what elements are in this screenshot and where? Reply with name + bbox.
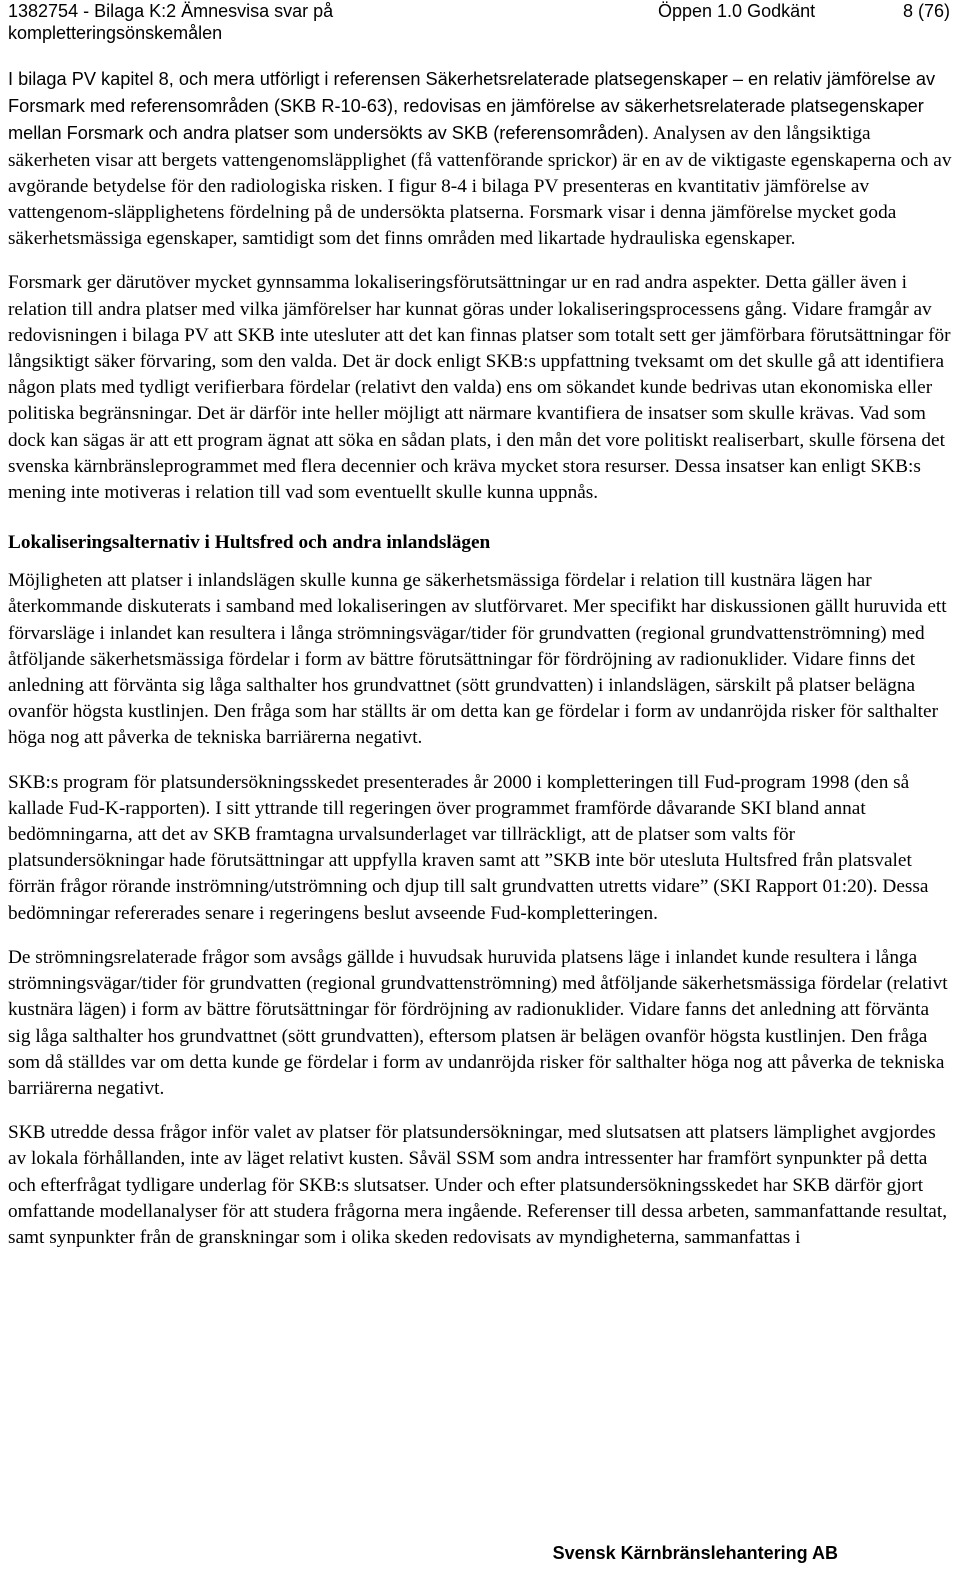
document-body bbox=[8, 66, 952, 1269]
paragraph-4: SKB:s program för platsundersökningsskedet presenterades år 2000 i kompletteringen till Fud-program 1998 (den så kallade Fud-K-rapporten). I sitt yttrande till regeringen över programmet framförde dåvarande SKI bland annat bedömningarna, att det av SKB framtagna urvalsunderlaget var tillräckligt, att de platser som valts för platsundersökningar hade förutsättningar att uppfylla kraven samt att ”SKB inte bör utesluta Hultsfred från platsvalet förrän frågor rörande inströmning/utströmning och djup till salt grundvatten utretts vidare” (SKI Rapport 01:20). Dessa bedömningar refererades senare i regeringens beslut avseende Fud-kompletteringen. bbox=[8, 771, 929, 924]
document-id: 1382754 - Bilaga K:2 Ämnesvisa svar på kompletteringsönskemålen bbox=[8, 1, 334, 43]
paragraph-5: De strömningsrelaterade frågor som avsågs gällde i huvudsak huruvida platsens läge i inlandet kunde resultera i långa strömningsvägar/tider för grundvatten (regional grundvattenströmning) med åtföljande säkerhetsmässiga fördelar (relativt kustnära lägen) i form av bättre förutsättningar för fördröjning av radionuklider. Vidare fanns det anledning att förvänta sig låga salthalter hos grundvattnet (sött grundvatten), eftersom platsen är belägen ovanför högsta kustlinjen. Den fråga som då ställdes var om detta kunde ge fördelar i form av undanröjda risker för salthalter höga nog att påverka de tekniska barriärerna negativt. bbox=[8, 946, 948, 1099]
paragraph-1-intro: I bilaga PV kapitel 8, och mera utförligt i referensen Säkerhetsrelaterade platsegenskaper – en relativ jämförelse av Forsmark med referensområden (SKB R-10-63), redovisas en jämförelse av säkerhetsrelaterade platsegenskaper mellan Forsmark och andra platser som undersökts av SKB (referensområden). bbox=[8, 69, 936, 144]
page-header bbox=[8, 0, 952, 46]
paragraph-1-rest: Analysen av den långsiktiga säkerheten visar att bergets vattengenomsläpplighet (få vattenförande sprickor) är en av de viktigaste egenskaperna och av avgörande betydelse för den radiologiska risken. I figur 8-4 i bilaga PV presenteras en kvantitativ jämförelse av vattengenom-släpplighetens fördelning på de undersökta platserna. Forsmark visar i denna jämförelse mycket goda säkerhetsmässiga egenskaper, samtidigt som det finns områden med likartade hydrauliska egenskaper. bbox=[8, 123, 952, 250]
page-number: 8 (76) bbox=[902, 1, 950, 21]
paragraph-1 bbox=[8, 66, 952, 252]
paragraph-3: Möjligheten att platser i inlandslägen skulle kunna ge säkerhetsmässiga fördelar i relation till kustnära lägen har återkommande diskuterats i samband med lokaliseringen av slutförvaret. Mer specifikt har diskussionen gällt huruvida ett förvarsläge i inlandet kan resultera i långa strömningsvägar/tider för grundvatten (regional grundvattenströmning) med åtföljande säkerhetsmässiga fördelar i form av bättre förutsättningar för fördröjning av radionuklider. Vidare finns det anledning att förvänta sig låga salthalter hos grundvattnet (sött grundvatten) i inlandslägen, särskilt på platser belägna ovanför högsta kustlinjen. Den fråga som har ställts är om detta kan ge fördelar i form av undanröjda risker för salthalter höga nog att påverka de tekniska barriärerna negativt. bbox=[8, 570, 947, 749]
section-heading: Lokaliseringsalternativ i Hultsfred och andra inlandslägen bbox=[8, 532, 491, 554]
paragraph-6: SKB utredde dessa frågor inför valet av platser för platsundersökningar, med slutsatsen att platsers lämplighet avgjordes av lokala förhållanden, inte av läget relativt kusten. Såväl SSM som andra intressenter har framfört synpunkter på detta och efterfrågat tydligare underlag för SKB:s slutsatser. Under och efter platsundersökningsskedet har SKB därför gjort omfattande modellanalyser för att studera frågorna mera ingående. Referenser till dessa arbeten, sammanfattande resultat, samt synpunkter från de granskningar som i olika skeden redovisats av myndigheterna, sammanfattas i bbox=[8, 1122, 948, 1248]
footer-organization: Svensk Kärnbränslehantering AB bbox=[552, 1543, 838, 1563]
document-status: Öppen 1.0 Godkänt bbox=[658, 1, 816, 21]
paragraph-2: Forsmark ger därutöver mycket gynnsamma lokaliseringsförutsättningar ur en rad andra aspekter. Detta gäller även i relation till andra platser med vilka jämförelser har kunnat göras under lokaliseringsprocessens gång. Vidare framgår av redovisningen i bilaga PV att SKB inte utesluter att det kan finnas platser som totalt sett ger jämförbara förutsättningar för långsiktigt säker förvaring, som den valda. Det är dock enligt SKB:s uppfattning tveksamt om det skulle gå att identifiera någon plats med tydligt verifierbara fördelar (relativt den valda) ens om sökandet kunde bedrivas utan ekonomiska eller politiska begränsningar. Det är därför inte heller möjligt att närmare kvantifiera de insatser som skulle krävas. Vad som dock kan sägas är att ett program ägnat att söka en sådan plats, i den mån det vore politiskt realiserbart, skulle försena det svenska kärnbränsleprogrammet med flera decennier och kräva mycket stora resurser. Dessa insatser kan enligt SKB:s mening inte motiveras i relation till vad som eventuellt skulle kunna uppnås. bbox=[8, 272, 951, 504]
